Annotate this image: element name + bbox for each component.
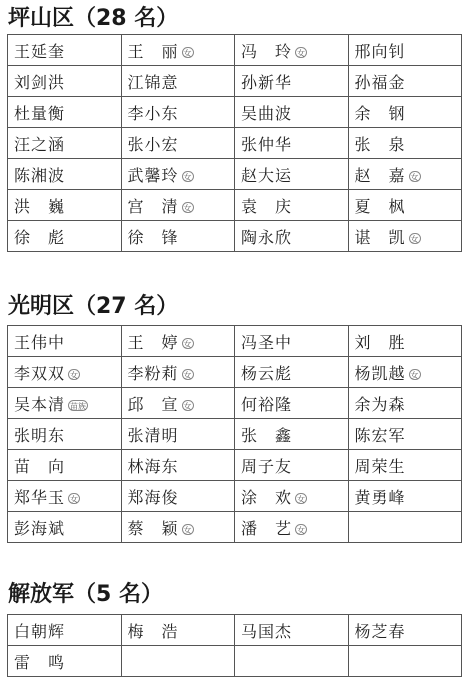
name-cell [348, 66, 462, 97]
table-row [8, 97, 462, 128]
person-name: 周子友 [241, 456, 293, 476]
person-name: 吴本清 [14, 394, 66, 414]
name-cell [8, 190, 122, 221]
name-cell [121, 326, 235, 357]
person-name: 夏 枫 [354, 196, 406, 216]
name-cell [348, 450, 462, 481]
name-cell [8, 450, 122, 481]
annotation-mark: 女 [410, 234, 419, 244]
person-name: 洪 巍 [14, 196, 66, 216]
person-name: 冯 玲 [241, 41, 293, 61]
person-name: 李双双 [14, 363, 66, 383]
name-cell [348, 35, 462, 66]
person-name: 武馨玲 [127, 165, 179, 185]
annotation-mark: 女 [70, 494, 79, 504]
table-row [8, 615, 462, 646]
name-table-pingshan [7, 34, 462, 252]
table-row [8, 419, 462, 450]
person-name: 蔡 颖 [127, 518, 179, 538]
name-cell [348, 128, 462, 159]
person-name: 苗 向 [14, 456, 66, 476]
person-name: 赵大运 [241, 165, 293, 185]
annotation-mark: 女 [183, 370, 192, 380]
name-cell [348, 221, 462, 252]
person-name: 孙福金 [354, 72, 406, 92]
name-cell [235, 97, 349, 128]
name-cell [348, 159, 462, 190]
name-cell [8, 419, 122, 450]
annotation-mark: 女 [70, 370, 79, 380]
name-cell [8, 35, 122, 66]
name-cell [121, 159, 235, 190]
name-cell [235, 388, 349, 419]
person-name: 刘剑洪 [14, 72, 66, 92]
person-name: 马国杰 [241, 621, 293, 641]
person-name: 刘 胜 [354, 332, 406, 352]
person-name: 雷 鸣 [14, 652, 66, 672]
person-name: 张仲华 [241, 134, 293, 154]
name-cell [8, 646, 122, 677]
name-cell [348, 481, 462, 512]
person-name: 王延奎 [14, 41, 66, 61]
person-name: 徐 彪 [14, 227, 66, 247]
name-cell [348, 97, 462, 128]
person-name: 吴曲波 [241, 103, 293, 123]
name-cell [121, 615, 235, 646]
name-cell [235, 615, 349, 646]
person-name: 徐 锋 [127, 227, 179, 247]
table-row [8, 450, 462, 481]
person-name: 白朝辉 [14, 621, 66, 641]
name-cell [348, 615, 462, 646]
person-name: 李粉莉 [127, 363, 179, 383]
name-cell [235, 159, 349, 190]
annotation-mark: 女 [410, 172, 419, 182]
person-name: 江锦意 [127, 72, 179, 92]
person-name: 陈宏军 [354, 425, 406, 445]
name-cell [8, 66, 122, 97]
person-name: 林海东 [127, 456, 179, 476]
person-name: 黄勇峰 [354, 487, 406, 507]
person-name: 王 婷 [127, 332, 179, 352]
annotation-mark: 女 [183, 203, 192, 213]
name-cell [348, 190, 462, 221]
table-row [8, 190, 462, 221]
person-name: 潘 艺 [241, 518, 293, 538]
name-cell [121, 388, 235, 419]
person-name: 涂 欢 [241, 487, 293, 507]
name-cell [8, 615, 122, 646]
name-cell [121, 66, 235, 97]
person-name: 郑海俊 [127, 487, 179, 507]
name-cell [8, 512, 122, 543]
person-name: 冯圣中 [241, 332, 293, 352]
name-cell [121, 357, 235, 388]
name-table-guangming [7, 325, 462, 543]
annotation-mark: 女 [183, 525, 192, 535]
annotation-mark: 女 [410, 370, 419, 380]
table-row [8, 326, 462, 357]
person-name: 郑华玉 [14, 487, 66, 507]
annotation-mark: 女 [183, 339, 192, 349]
name-cell [121, 450, 235, 481]
name-cell [348, 512, 462, 543]
name-cell [235, 646, 349, 677]
name-cell [348, 419, 462, 450]
person-name: 陶永欣 [241, 227, 293, 247]
person-name: 杨芝春 [354, 621, 406, 641]
name-cell [8, 128, 122, 159]
name-cell [235, 481, 349, 512]
person-name: 王伟中 [14, 332, 66, 352]
person-name: 汪之涵 [14, 134, 66, 154]
name-cell [8, 481, 122, 512]
person-name: 张 泉 [354, 134, 406, 154]
section-title-guangming: 光明区（27 名） [8, 294, 179, 319]
person-name: 李小东 [127, 103, 179, 123]
person-name: 邢向钊 [354, 41, 406, 61]
name-cell [121, 128, 235, 159]
name-cell [121, 481, 235, 512]
table-row [8, 512, 462, 543]
table-row [8, 481, 462, 512]
name-cell [348, 357, 462, 388]
name-cell [348, 646, 462, 677]
person-name: 张清明 [127, 425, 179, 445]
name-cell [121, 512, 235, 543]
annotation-mark: 苗族 [70, 401, 87, 411]
name-cell [348, 388, 462, 419]
name-cell [235, 419, 349, 450]
name-cell [121, 35, 235, 66]
annotation-mark: 女 [297, 494, 306, 504]
annotation-mark: 女 [183, 172, 192, 182]
table-row [8, 159, 462, 190]
person-name: 梅 浩 [127, 621, 179, 641]
person-name: 邱 宣 [127, 394, 179, 414]
name-cell [8, 357, 122, 388]
person-name: 杜量衡 [14, 103, 66, 123]
person-name: 余为森 [354, 394, 406, 414]
person-name: 杨云彪 [241, 363, 293, 383]
person-name: 彭海斌 [14, 518, 66, 538]
table-row [8, 66, 462, 97]
table-row [8, 357, 462, 388]
name-cell [121, 190, 235, 221]
name-cell [235, 221, 349, 252]
person-name: 张 鑫 [241, 425, 293, 445]
person-name: 王 丽 [127, 41, 179, 61]
table-row [8, 388, 462, 419]
name-cell [121, 221, 235, 252]
name-cell [8, 221, 122, 252]
section-title-pingshan: 坪山区（28 名） [8, 6, 179, 31]
person-name: 杨凯越 [354, 363, 406, 383]
name-cell [121, 646, 235, 677]
name-table-pla [7, 614, 462, 677]
person-name: 孙新华 [241, 72, 293, 92]
name-cell [8, 159, 122, 190]
name-cell [235, 357, 349, 388]
name-cell [8, 97, 122, 128]
name-cell [121, 419, 235, 450]
person-name: 陈湘波 [14, 165, 66, 185]
annotation-mark: 女 [297, 525, 306, 535]
table-row [8, 221, 462, 252]
person-name: 周荣生 [354, 456, 406, 476]
person-name: 何裕隆 [241, 394, 293, 414]
name-cell [235, 326, 349, 357]
name-cell [235, 35, 349, 66]
section-title-pla: 解放军（5 名） [8, 582, 163, 607]
person-name: 谌 凯 [354, 227, 406, 247]
table-row [8, 35, 462, 66]
name-cell [235, 512, 349, 543]
name-cell [235, 190, 349, 221]
name-cell [8, 388, 122, 419]
name-cell [235, 66, 349, 97]
person-name: 袁 庆 [241, 196, 293, 216]
person-name: 张小宏 [127, 134, 179, 154]
person-name: 赵 嘉 [354, 165, 406, 185]
person-name: 宫 清 [127, 196, 179, 216]
name-cell [8, 326, 122, 357]
name-cell [348, 326, 462, 357]
table-row [8, 646, 462, 677]
table-row [8, 128, 462, 159]
name-cell [235, 450, 349, 481]
person-name: 张明东 [14, 425, 66, 445]
name-cell [121, 97, 235, 128]
name-cell [235, 128, 349, 159]
annotation-mark: 女 [183, 401, 192, 411]
annotation-mark: 女 [297, 48, 306, 58]
annotation-mark: 女 [183, 48, 192, 58]
person-name: 余 钢 [354, 103, 406, 123]
